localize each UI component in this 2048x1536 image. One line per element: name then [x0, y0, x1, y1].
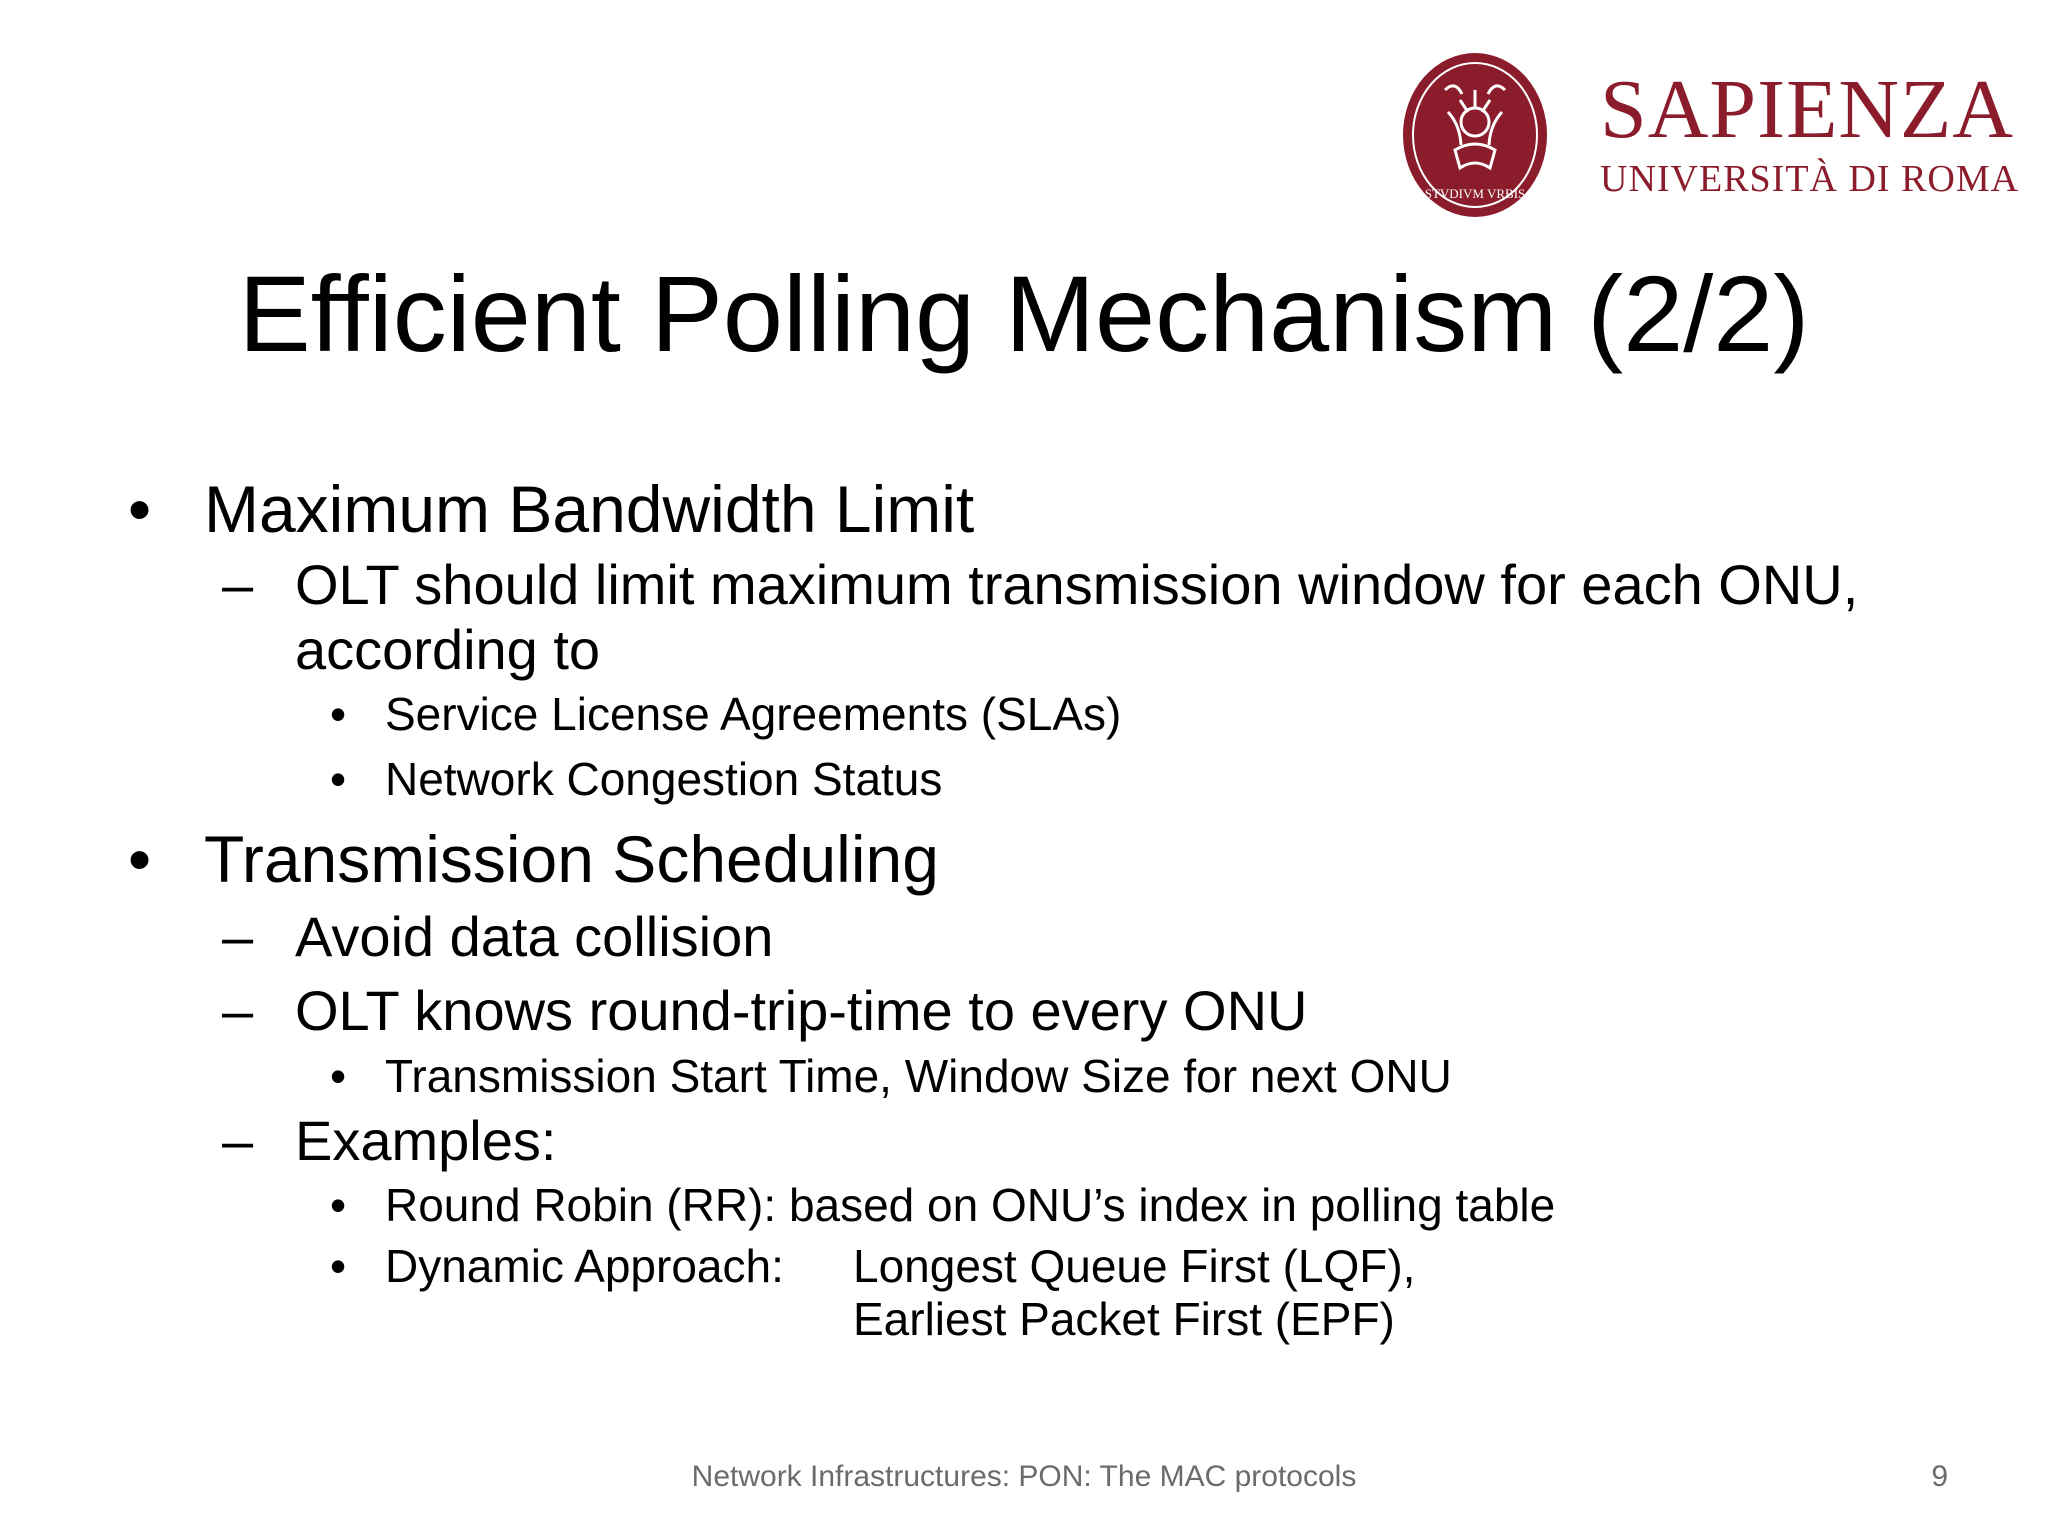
dash-mark: – — [222, 904, 254, 968]
bullet-mark: • — [128, 821, 152, 896]
subbullet-text: Examples: — [295, 1108, 557, 1172]
subbullet-text: OLT should limit maximum transmission window for each ONU, — [295, 553, 1859, 617]
bullet-mark: • — [330, 752, 347, 805]
subsubbullet-congestion — [120, 753, 1970, 806]
subsubbullet-text: Transmission Start Time, Window Size for next ONU — [385, 1049, 1452, 1102]
subsubbullet-text: Network Congestion Status — [385, 752, 943, 805]
dynamic-approach-line-2: Earliest Packet First (EPF) — [853, 1292, 1395, 1345]
university-logo — [1400, 50, 2020, 230]
subbullet-text: Avoid data collision — [295, 904, 774, 968]
university-subname: UNIVERSITÀ DI ROMA — [1600, 158, 2020, 200]
subsubbullet-round-robin — [120, 1179, 1970, 1232]
dash-mark: – — [222, 553, 254, 617]
subbullet-rtt — [120, 979, 1970, 1043]
subbullet-examples — [120, 1109, 1970, 1173]
subbullet-text: OLT knows round-trip-time to every ONU — [295, 979, 1308, 1043]
subbullet-avoid-collision — [120, 905, 1970, 969]
bullet-mark: • — [330, 1049, 347, 1102]
university-seal-icon — [1400, 50, 1550, 220]
bullet-maximum-bandwidth-limit — [120, 470, 1970, 549]
bullet-mark: • — [330, 687, 347, 740]
dynamic-approach-label: Dynamic Approach: — [385, 1239, 784, 1292]
subsubbullet-text: Round Robin (RR): based on ONU’s index in polling table — [385, 1179, 1556, 1231]
svg-text:STVDIVM VRBIS: STVDIVM VRBIS — [1424, 186, 1526, 201]
university-name: SAPIENZA — [1600, 63, 2015, 156]
subsubbullet-text: Service License Agreements (SLAs) — [385, 687, 1122, 740]
university-wordmark — [1600, 63, 2020, 200]
dynamic-approach-line-1: Longest Queue First (LQF), — [853, 1239, 1416, 1292]
slide-body — [120, 470, 1970, 1346]
bullet-mark: • — [330, 1239, 347, 1292]
subsubbullet-slas — [120, 688, 1970, 741]
dash-mark: – — [222, 1108, 254, 1172]
bullet-text: Maximum Bandwidth Limit — [204, 472, 975, 546]
bullet-transmission-scheduling — [120, 820, 1970, 899]
subsubbullet-dynamic-approach — [120, 1240, 1970, 1346]
dash-mark: – — [222, 979, 254, 1043]
slide-title: Efficient Polling Mechanism (2/2) — [238, 253, 1810, 374]
slide-footer: Network Infrastructures: PON: The MAC protocols — [691, 1460, 1357, 1493]
dynamic-approach-values — [853, 1240, 1415, 1346]
subsubbullet-start-time — [120, 1050, 1970, 1103]
bullet-mark: • — [128, 472, 152, 546]
bullet-mark: • — [330, 1179, 347, 1231]
page-number: 9 — [1931, 1460, 1948, 1493]
subbullet-text-continued: according to — [295, 617, 601, 681]
subbullet-olt-limit — [120, 553, 1970, 682]
bullet-text: Transmission Scheduling — [204, 821, 939, 896]
